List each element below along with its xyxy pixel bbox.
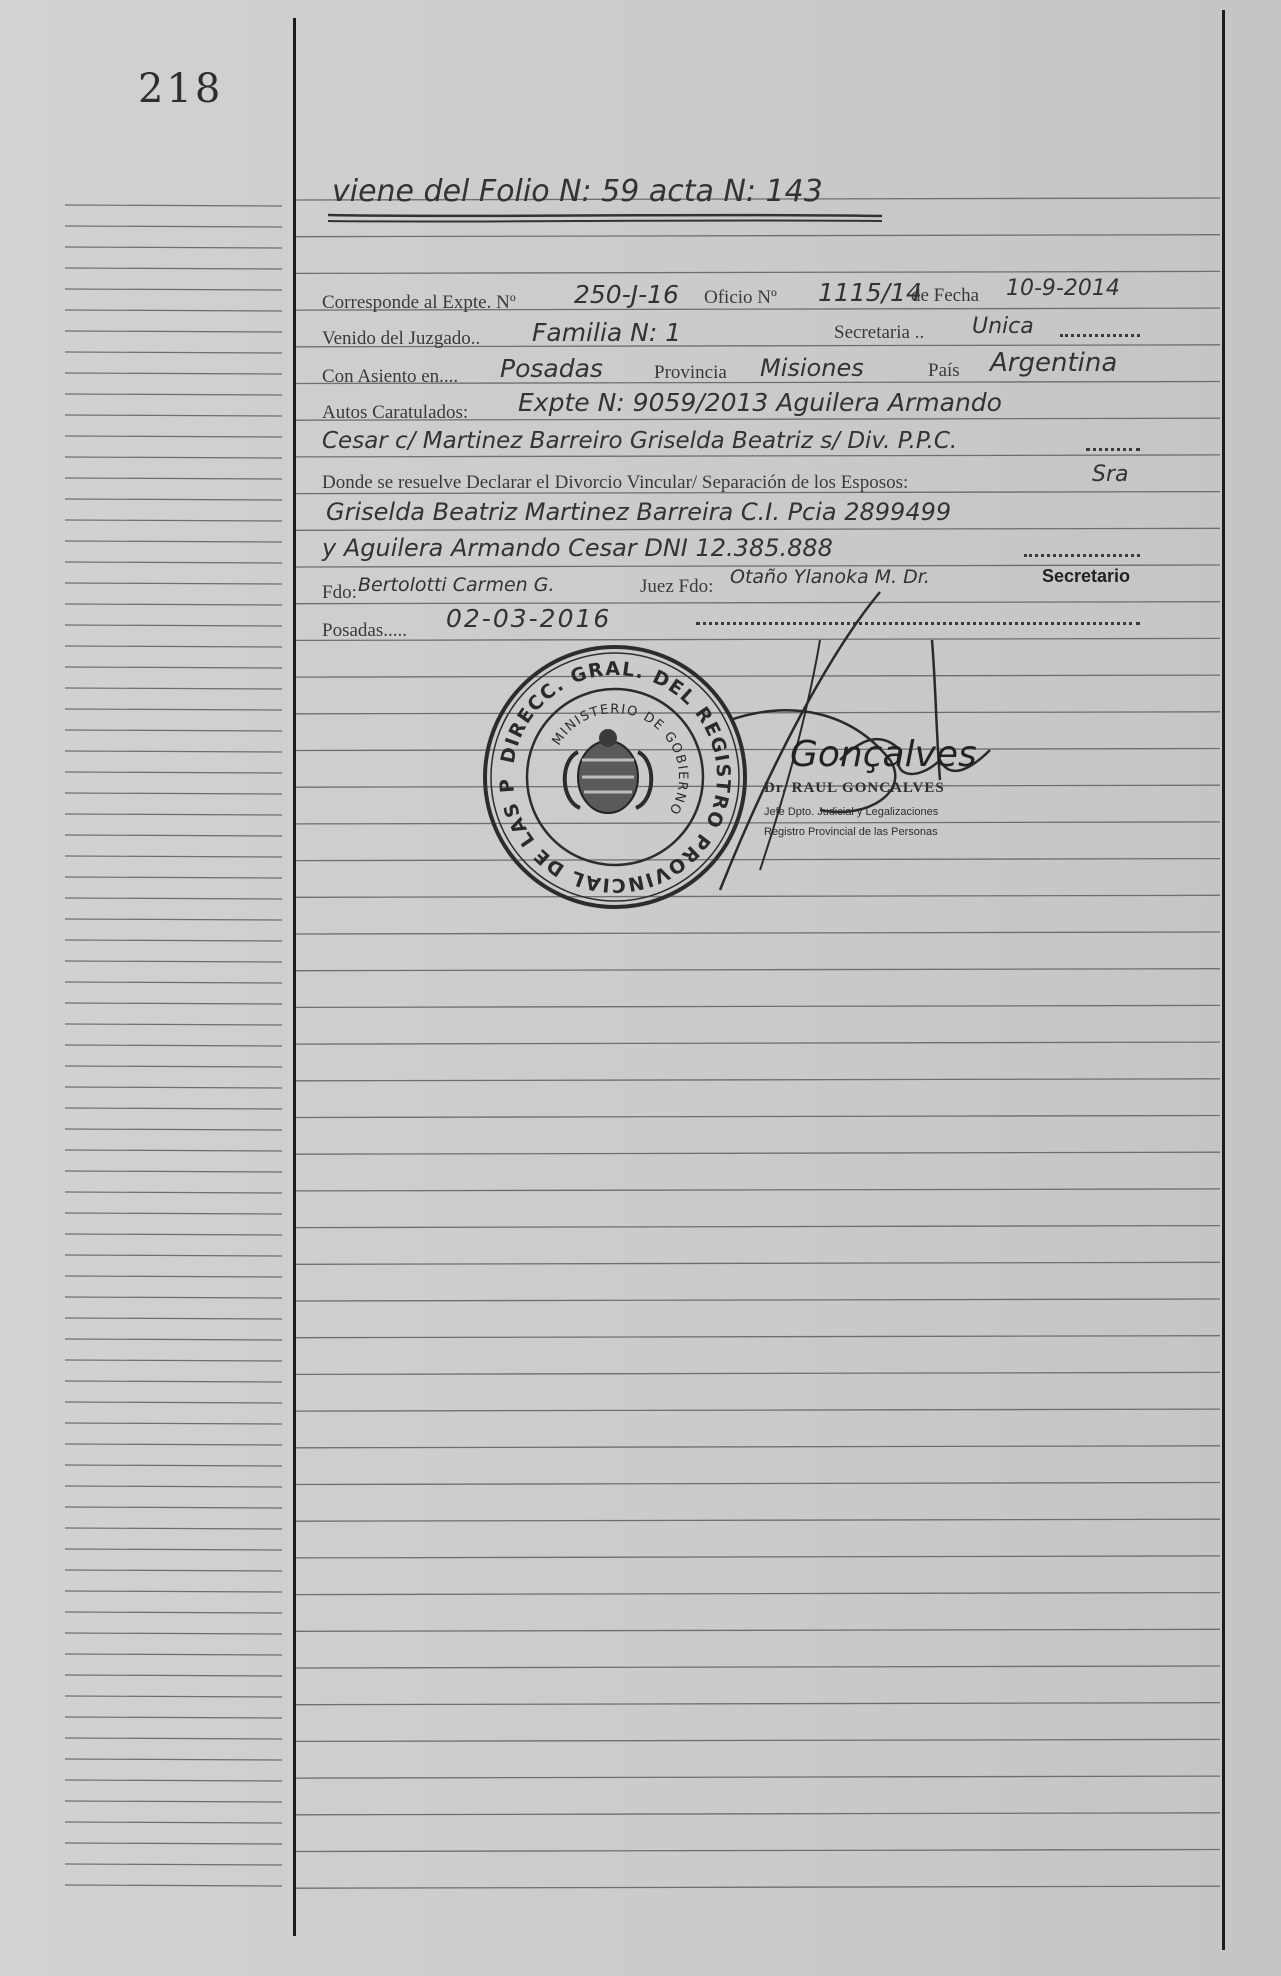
label-expte: Corresponde al Expte. Nº (322, 292, 516, 313)
value-autos-cont: Cesar c/ Martinez Barreiro Griselda Beatriz s/ Div. P.P.C. (322, 428, 958, 454)
value-autos: Expte N: 9059/2013 Aguilera Armando (518, 388, 1002, 417)
folio-number: 218 (138, 66, 224, 112)
value-juez: Bertolotti Carmen G. (358, 574, 555, 596)
label-autos: Autos Caratulados: (322, 402, 469, 423)
signature-title-2: Registro Provincial de las Personas (764, 826, 938, 838)
signature-title-1: Jefe Dpto. Judicial y Legalizaciones (764, 806, 939, 818)
label-provincia: Provincia (654, 362, 727, 383)
svg-text:DIRECC. GRAL. DEL REGISTRO PRO: DIRECC. GRAL. DEL REGISTRO PROVINCIAL DE LAS P (495, 657, 735, 897)
label-secretaria: Secretaria .. (834, 322, 925, 343)
label-juzgado: Venido del Juzgado.. (322, 328, 481, 349)
header-note: viene del Folio N: 59 acta N: 143 (332, 174, 823, 209)
value-esposo: y Aguilera Armando Cesar DNI 12.385.888 (322, 534, 833, 562)
value-juzgado: Familia N: 1 (532, 318, 682, 347)
value-asiento: Posadas (500, 354, 603, 383)
label-secretario: Secretario (1042, 566, 1131, 586)
signature-handwritten: Gonçalves (790, 734, 977, 775)
label-juez: Juez Fdo: (640, 576, 714, 597)
label-pais: País (928, 360, 960, 381)
signature-name: Dr. RAUL GONCALVES (764, 780, 945, 796)
label-resuelve: Donde se resuelve Declarar el Divorcio Vincular/ Separación de los Esposos: (322, 472, 909, 493)
value-secretaria: Unica (972, 314, 1034, 339)
value-pais: Argentina (990, 348, 1118, 378)
value-provincia: Misiones (760, 354, 864, 382)
value-secretario: Otaño Ylanoka M. Dr. (730, 566, 930, 588)
value-fecha-posadas: 02-03-2016 (446, 604, 612, 633)
value-esposos: Sra (1092, 462, 1129, 487)
value-esposa: Griselda Beatriz Martinez Barreira C.I. Pcia 2899499 (326, 498, 952, 526)
value-expte: 250-J-16 (574, 280, 679, 309)
svg-text:MINISTERIO DE GOBIERNO: MINISTERIO DE GOBIERNO (549, 701, 691, 818)
label-oficio: Oficio Nº (704, 287, 777, 308)
label-fdo: Fdo: (322, 582, 357, 603)
label-fecha: de Fecha (911, 285, 980, 306)
value-oficio: 1115/14 (818, 278, 922, 307)
label-posadas: Posadas..... (322, 620, 407, 641)
coat-of-arms-icon (565, 729, 652, 813)
value-fecha: 10-9-2014 (1006, 276, 1120, 301)
label-asiento: Con Asiento en.... (322, 366, 459, 387)
